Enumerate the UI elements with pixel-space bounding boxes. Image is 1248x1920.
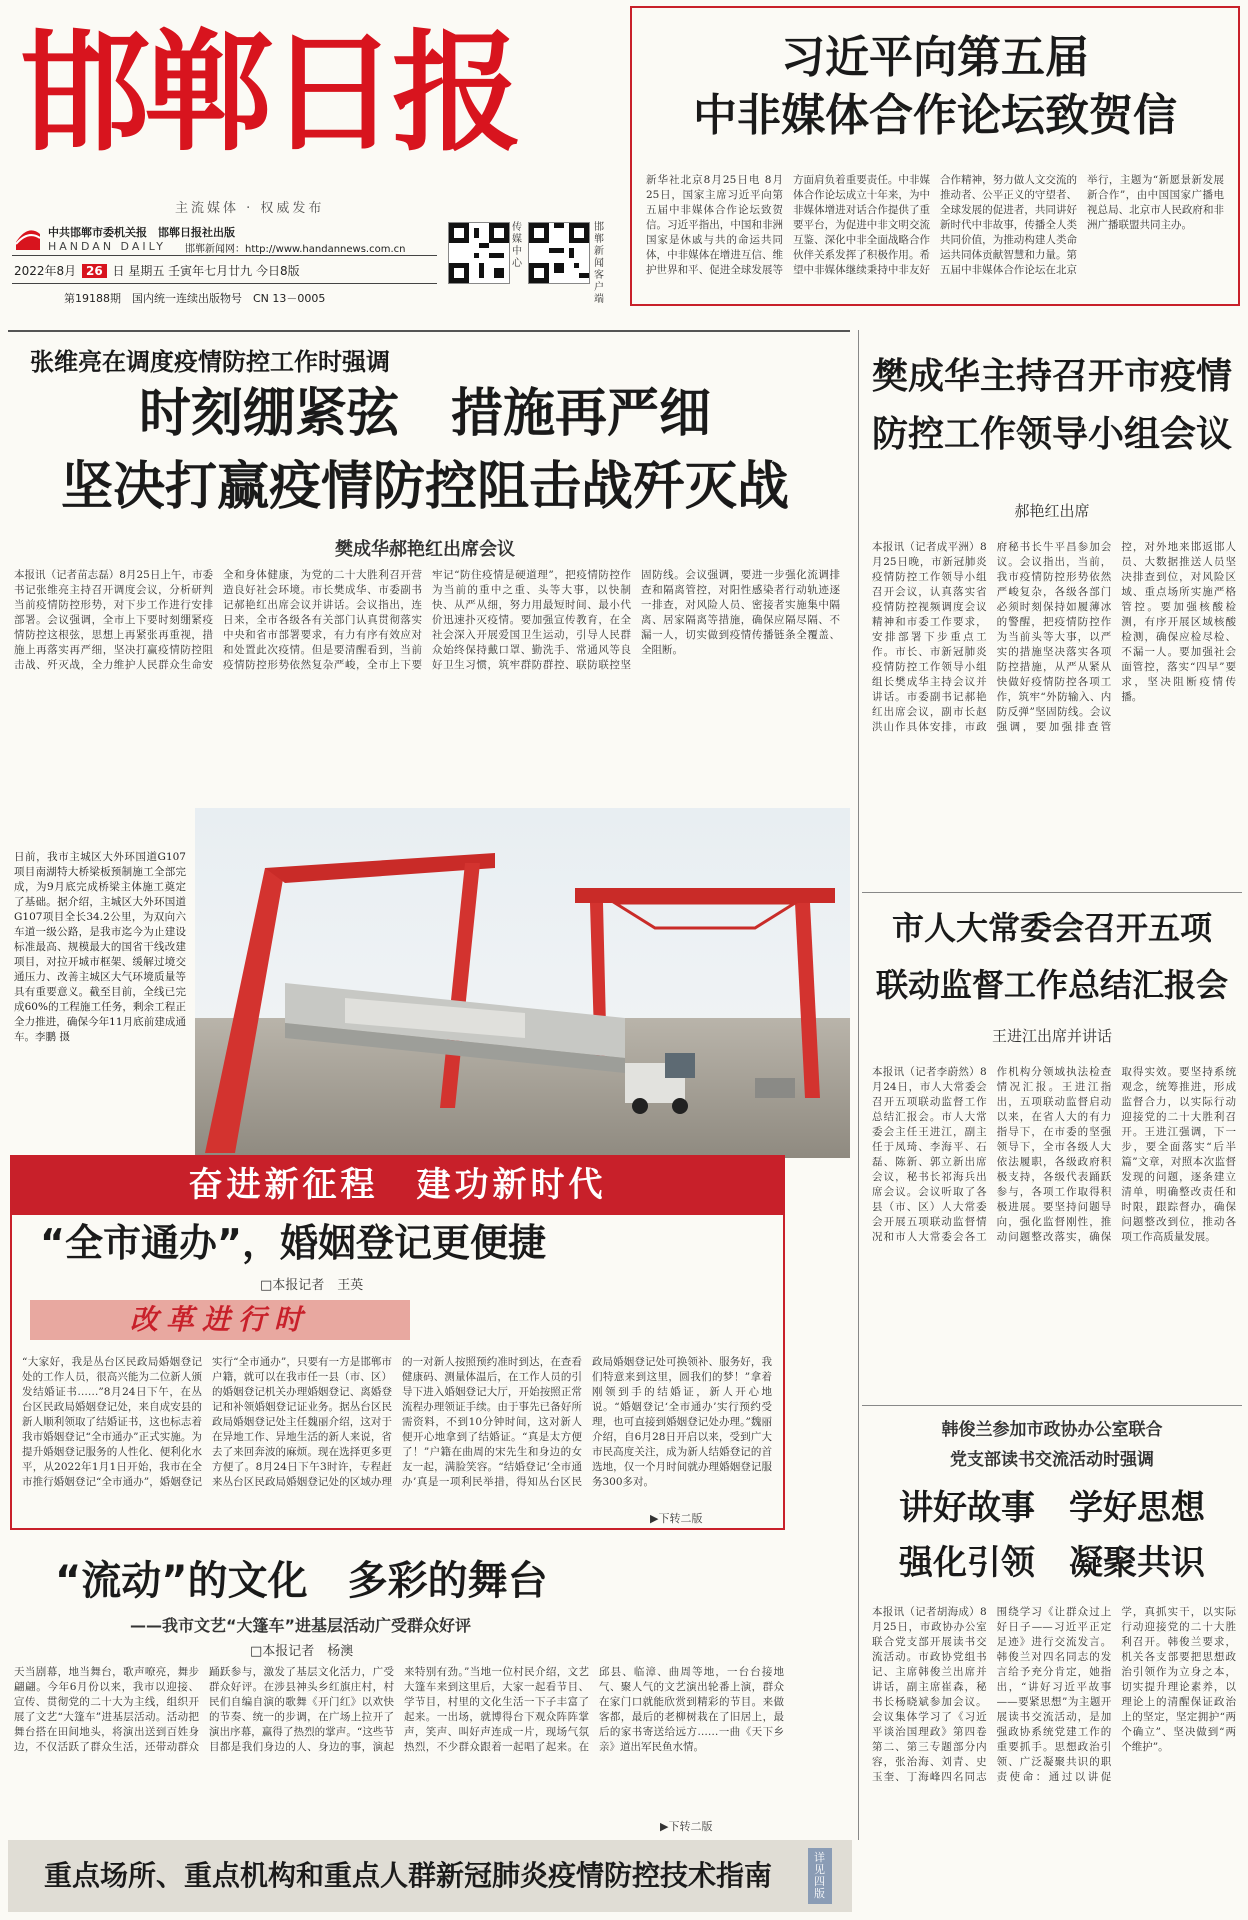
- han-body: 本报讯（记者胡海成）8月25日，市政协办公室联合党支部开展读书交流活动。市政协党组书记、主席韩俊兰出席并讲话，副主席崔森，秘书长杨晓斌参加会议。会议集体学习了《习近平谈治国理政》第四卷第二、第三专题部分内容，张治海、刘青、史玉奎、丁海峰四名同志围绕学习《让群众过上好日子——习近平正定足迹》进行交流发言。韩俊兰对四名同志的发言给予充分肯定，她指出，“讲好习近平故事——要紧思想”为主题开展读书交流活动，是加强政协系统党建工作的重要抓手。思想政治引领、广泛凝聚共识的职责使命：通过以讲促学，真抓实干，以实际行动迎接党的二十大胜利召开。韩俊兰要求，机关各支部要把思想政治引领作为立身之本，切实提升理论素养，以理论上的清醒保证政治上的坚定，坚定拥护“两个确立”、坚决做到“两个维护”。: [872, 1606, 1236, 1783]
- marriage-byline: □本报记者 王英: [260, 1278, 364, 1293]
- bottom-jump-tag: [808, 1848, 832, 1904]
- publisher-logo-icon: [14, 222, 42, 252]
- date-suffix: 日 星期五 壬寅年七月廿九 今日8版: [112, 264, 300, 278]
- lead-title-line1: 习近平向第五届: [781, 32, 1089, 83]
- culture-title: “流动”的文化 多彩的舞台: [55, 1558, 548, 1604]
- lead-body: 新华社北京8月25日电 8月25日，国家主席习近平向第五届中非媒体合作论坛致贺信。习近平指出，中国和非洲国家是休戚与共的命运共同体，中非媒体在增进互信、维护世界和平、促进全球发展等方面肩负着重要责任。中非媒体合作论坛成立十年来，为中非媒体增进对话合作提供了重要平台，为促进中非文明交流互鉴、深化中非全面战略合作伙伴关系发挥了积极作用。希望中非媒体继续秉持中非友好合作精神，努力做人文交流的推动者、公平正义的守望者、全球发展的促进者，共同讲好新时代中非故事，传播全人类共同价值，为推动构建人类命运共同体贡献智慧和力量。第五届中非媒体合作论坛在北京举行，主题为“新愿景新发展 新合作”，由中国国家广播电视总局、北京市人民政府和非洲广播联盟共同主办。: [646, 174, 1224, 276]
- zhang-title-1: 时刻绷紧弦 措施再严细: [138, 384, 711, 444]
- culture-body: 天当剧幕，地当舞台，歌声嘹亮，舞步翩翩。今年6月份以来，我市以迎接、宣传、贯彻党的二十大为主线，组织开展了文艺“大篷车”进基层活动。活动把舞台搭在田间地头，将演出送到百姓身边，不仅活跃了群众生活，还带动群众踊跃参与，激发了基层文化活力，广受群众好评。在涉县神头乡红旗庄村，村民们自编自演的歌舞《开门红》以欢快的节奏、统一的步调，在广场上拉开了演出序幕，赢得了热烈的掌声。“这些节目都是我们身边的人、身边的事，演起来特别有劲。”当地一位村民介绍，文艺大篷车来到这里后，大家一起看节目、学节目，村里的文化生活一下子丰富了起来。一出场，就博得台下观众阵阵掌声，笑声、叫好声连成一片，现场气氛热烈，不少群众跟着一起唱了起来。在邱县、临漳、曲周等地，一台台接地气、聚人气的文艺演出轮番上演，群众在家门口就能欣赏到精彩的节目。来做客都，最后的老柳树栽在了旧居上，最后的家书寄送给远方……一曲《天下乡亲》道出军民鱼水情。: [14, 1666, 784, 1753]
- issue-line: 第19188期 国内统一连续出版物号 CN 13－0005: [64, 292, 326, 305]
- marriage-body: “大家好，我是丛台区民政局婚姻登记处的工作人员，很高兴能为二位新人颁发结婚证书……”8月24日下午，在丛台区民政局婚姻登记处，来自成安县的新人顺利领取了结婚证书，这也标志着我市婚姻登记“全市通办”正式实施。为提升婚姻登记服务的人性化、便利化水平，从2022年1月1日开始，我市在全市推行婚姻登记“全市通办”，婚姻登记实行“全市通办”，只要有一方是邯郸市户籍，就可以在我市任一县（市、区）的婚姻登记机关办理婚姻登记、离婚登记和补领婚姻登记证业务。据丛台区民政局婚姻登记处主任魏丽介绍，这对于在异地工作、异地生活的新人来说，省去了来回奔波的麻烦。现在选择更多更方便了。8月24日下午3时许，专程赶来丛台区民政局婚姻登记处的区域办理的一对新人按照预约准时到达，在查看健康码、测量体温后，在工作人员的引导下进入婚姻登记大厅，开始按照正常流程办理领证手续。由于事先已备好所需资料，不到10分钟时间，这对新人便开心地拿到了结婚证。“真是太方便了！”户籍在曲周的宋先生和身边的女友一起，满脸笑容。“结婚登记‘全市通办’真是一项利民举措，得知丛台区民政局婚姻登记处可换领补、服务好，我们特意来到这里，圆我们的梦！”拿着刚领到手的结婚证，新人开心地说。“婚姻登记‘全市通办’实行预约受理，也可直接到婚姻登记处办理。”魏丽介绍，自6月28日开启以来，受到广大市民高度关注，成为新人结婚登记的首选地，仅一个月时间就办理婚姻登记服务300多对。: [22, 1356, 772, 1488]
- culture-subtitle: ——我市文艺“大篷车”进基层活动广受群众好评: [130, 1616, 472, 1635]
- news-photo: [195, 808, 850, 1158]
- han-title-1: 讲好故事 学好思想: [899, 1488, 1205, 1528]
- photo-caption: 日前，我市主城区大外环国道G107项目南湖特大桥梁板预制施工全部完成，为9月底完成桥梁主体施工奠定了基础。据介绍，主城区大外环国道G107项目全长34.2公里，为双向六车道一级公路，是我市迄今为止建设标准最高、规模最大的国省干线改建项目，对拉开城市框架、缓解过境交通压力、改善主城区大气环境质量等具有重要意义。截至目前，全线已完成60%的工程施工任务，剩余工程正全力推进，确保今年11月底前建成通车。李鹏 摄: [14, 851, 186, 1043]
- han-kicker-2: 党支部读书交流活动时强调: [950, 1450, 1154, 1470]
- slogan-banner-text: 奋进新征程 建功新时代: [188, 1165, 607, 1205]
- date-prefix: 2022年8月: [14, 264, 77, 278]
- qr-label-1: 传媒中心: [512, 222, 522, 269]
- han-kicker-1: 韩俊兰参加市政协办公室联合: [941, 1420, 1163, 1440]
- marriage-title: “全市通办”，婚姻登记更便捷: [40, 1221, 546, 1265]
- han-title-2: 强化引领 凝聚共识: [899, 1543, 1205, 1583]
- zhang-body: 本报讯（记者苗志磊）8月25日上午，市委书记张维亮主持召开调度会议，分析研判当前疫情防控形势，对下步工作进行安排部署。会议强调，全市上下要时刻绷紧疫情防控这根弦，思想上再紧张再重视，措施上再落实再严细，坚决打赢疫情防控阻击战、歼灭战，全力维护人民群众生命安全和身体健康，为党的二十大胜利召开营造良好社会环境。市长樊成华、市委副书记郝艳红出席会议并讲话。会议指出，连日来，全市各级各有关部门认真贯彻落实中央和省市部署要求，有力有序有效应对和处置此次疫情。但是要清醒看到，当前疫情防控形势依然复杂严峻，全市上下要牢记“防住疫情是硬道理”，把疫情防控作为当前的重中之重、头等大事，以快制快、从严从细，努力用最短时间、最小代价迅速扑灭疫情。要加强宣传教育，在全社会深入开展爱国卫生运动，引导人民群众始终保持戴口罩、勤洗手、常通风等良好卫生习惯，筑牢群防群控、联防联控坚固防线。会议强调，要进一步强化流调排查和隔离管控，对阳性感染者行动轨迹逐一排查，对风险人员、密接者实施集中隔离、居家隔离等措施，确保应隔尽隔、不漏一人，切实做到疫情传播链条全覆盖、全阻断。: [14, 569, 840, 671]
- fan-body: 本报讯（记者成平洲）8月25日晚，市新冠肺炎疫情防控工作领导小组召开会议，认真落实省疫情防控视频调度会议精神和市委工作要求，安排部署下步重点工作。市长、市新冠肺炎疫情防控工作领导小组组长樊成华主持会议并讲话。市委副书记郝艳红出席会议，副市长赵洪山作具体安排，市政府秘书长牛平昌参加会议。会议指出，当前，我市疫情防控形势依然严峻复杂，各级各部门必须时刻保持如履薄冰的警醒，把疫情防控作为当前头等大事，以严实的措施坚决落实各项防控措施，从严从紧从快做好疫情防控各项工作，筑牢“外防输入、内防反弹”坚固防线。会议强调，要加强排查管控，对外地来邯返邯人员、大数据推送人员坚决排查到位，对风险区域、重点场所实施严格管控。要加强核酸检测，有序开展区域核酸检测，确保应检尽检、不漏一人。要加强社会面管控，落实“四早”要求，坚决阻断疫情传播。: [872, 541, 1236, 733]
- date-line: [14, 262, 300, 279]
- zhang-byline: 樊成华郝艳红出席会议: [335, 539, 515, 560]
- lead-title-line2: 中非媒体合作论坛致贺信: [693, 90, 1177, 141]
- marriage-jump: ▶下转二版: [650, 1512, 703, 1525]
- qr-label-2: 邯郸新闻 客户端: [594, 222, 604, 305]
- zhang-title-2: 坚决打赢疫情防控阻击战歼灭战: [60, 457, 789, 517]
- bottom-headline: 重点场所、重点机构和重点人群新冠肺炎疫情防控技术指南: [43, 1859, 772, 1892]
- zhang-kicker: 张维亮在调度疫情防控工作时强调: [30, 348, 390, 376]
- masthead-title: 邯郸日报: [20, 16, 517, 169]
- culture-jump: ▶下转二版: [660, 1820, 713, 1833]
- fan-title-2: 防控工作领导小组会议: [871, 414, 1232, 455]
- website: 邯郸新闻网：http://www.handannews.com.cn: [185, 244, 406, 255]
- reform-tag-text: 改革进行时: [129, 1303, 310, 1336]
- fan-title-1: 樊成华主持召开市疫情: [871, 356, 1232, 397]
- qr-code-icon: [528, 222, 590, 284]
- date-day: 26: [82, 264, 107, 278]
- npc-title-2: 联动监督工作总结汇报会: [875, 966, 1228, 1004]
- fan-byline: 郝艳红出席: [1014, 502, 1090, 520]
- masthead-slogan: 主流媒体 · 权威发布: [175, 201, 325, 216]
- qr-code-icon: [448, 222, 510, 284]
- npc-body: 本报讯（记者李蔚然）8月24日，市人大常委会召开五项联动监督工作总结汇报会。市人大常委会主任王进江，副主任于凤琦、李海平、石磊、陈新、郭立新出席会议，秘书长祁海兵出席会议。会议听取了各县（市、区）人大常委会开展五项联动监督情况和市人大常委会各工作机构分领域执法检查情况汇报。王进江指出，五项联动监督启动以来，在省人大的有力指导下，在市委的坚强领导下，全市各级人大依法履职，各级政府积极支持，各级代表踊跃参与，各项工作取得积极进展。要坚持问题导向，强化监督刚性，推动问题整改落实，确保取得实效。要坚持系统观念，统筹推进，形成监督合力，以实际行动迎接党的二十大胜利召开。王进江强调，下一步，要全面落实“后半篇”文章，对照本次监督发现的问题，逐条建立清单，明确整改责任和时限，跟踪督办，确保问题整改到位，推动各项工作高质量发展。: [872, 1066, 1236, 1243]
- culture-byline: □本报记者 杨澳: [250, 1644, 354, 1659]
- bottom-jump-text: 详见四版: [814, 1851, 825, 1900]
- bottom-banner[interactable]: [8, 1840, 852, 1912]
- npc-title-1: 市人大常委会召开五项: [891, 909, 1212, 947]
- masthead: [20, 8, 517, 188]
- reform-tag: [30, 1300, 410, 1340]
- slogan-banner: [10, 1155, 785, 1215]
- lead-story-box: [630, 6, 1240, 306]
- npc-byline: 王进江出席并讲话: [991, 1027, 1112, 1045]
- english-name: HANDAN DAILY: [48, 240, 166, 253]
- publisher-line: 中共邯郸市委机关报 邯郸日报社出版: [48, 226, 235, 239]
